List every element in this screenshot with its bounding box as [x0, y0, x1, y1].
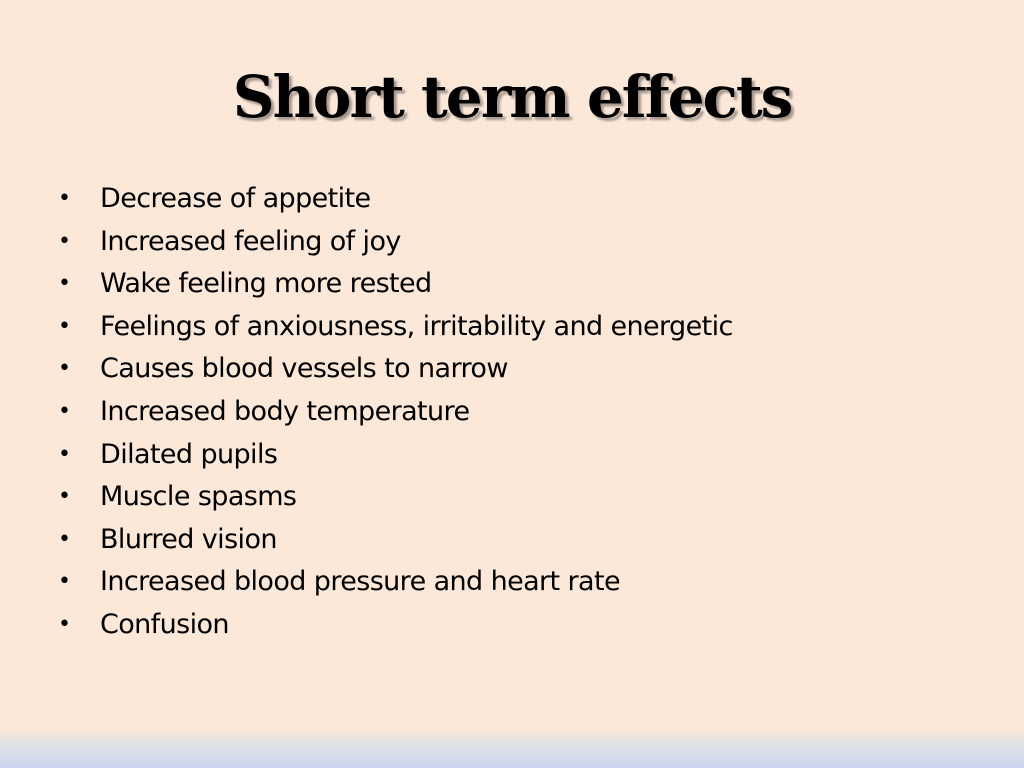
bullet-dot-icon: • — [58, 271, 71, 297]
bullet-text: Causes blood vessels to narrow — [100, 353, 508, 385]
bullet-item — [58, 178, 733, 221]
bullet-dot-icon: • — [58, 356, 71, 382]
bullet-dot-icon: • — [58, 228, 71, 254]
bullet-text: Wake feeling more rested — [100, 268, 432, 300]
bullet-text: Confusion — [100, 608, 229, 640]
bullet-text: Muscle spasms — [100, 481, 297, 513]
bullet-item — [58, 519, 733, 562]
bullet-text: Feelings of anxiousness, irritability and energetic — [100, 310, 733, 342]
bullet-dot-icon: • — [58, 484, 71, 510]
bullet-text: Dilated pupils — [100, 438, 278, 470]
bullet-item — [58, 306, 733, 349]
bullet-text: Increased body temperature — [100, 395, 470, 427]
bullet-dot-icon: • — [58, 569, 71, 595]
bullet-dot-icon: • — [58, 611, 71, 637]
bullet-text: Increased feeling of joy — [100, 225, 401, 257]
bullet-text: Decrease of appetite — [100, 183, 371, 214]
bullet-list — [58, 178, 733, 647]
bullet-item — [58, 348, 733, 391]
bullet-dot-icon: • — [58, 186, 71, 211]
bullet-dot-icon: • — [58, 398, 71, 424]
bullet-item — [58, 604, 733, 647]
bullet-dot-icon: • — [58, 526, 71, 552]
bullet-item — [58, 221, 733, 264]
bullet-text: Increased blood pressure and heart rate — [100, 566, 620, 598]
bullet-dot-icon: • — [58, 441, 71, 467]
footer-gradient-band — [0, 728, 1024, 768]
bullet-item — [58, 263, 733, 306]
bullet-text: Blurred vision — [100, 523, 277, 555]
bullet-item — [58, 391, 733, 434]
bullet-item — [58, 561, 733, 604]
bullet-dot-icon: • — [58, 313, 71, 339]
bullet-item — [58, 476, 733, 519]
slide-title: Short term effects — [232, 63, 792, 131]
bullet-item — [58, 434, 733, 477]
